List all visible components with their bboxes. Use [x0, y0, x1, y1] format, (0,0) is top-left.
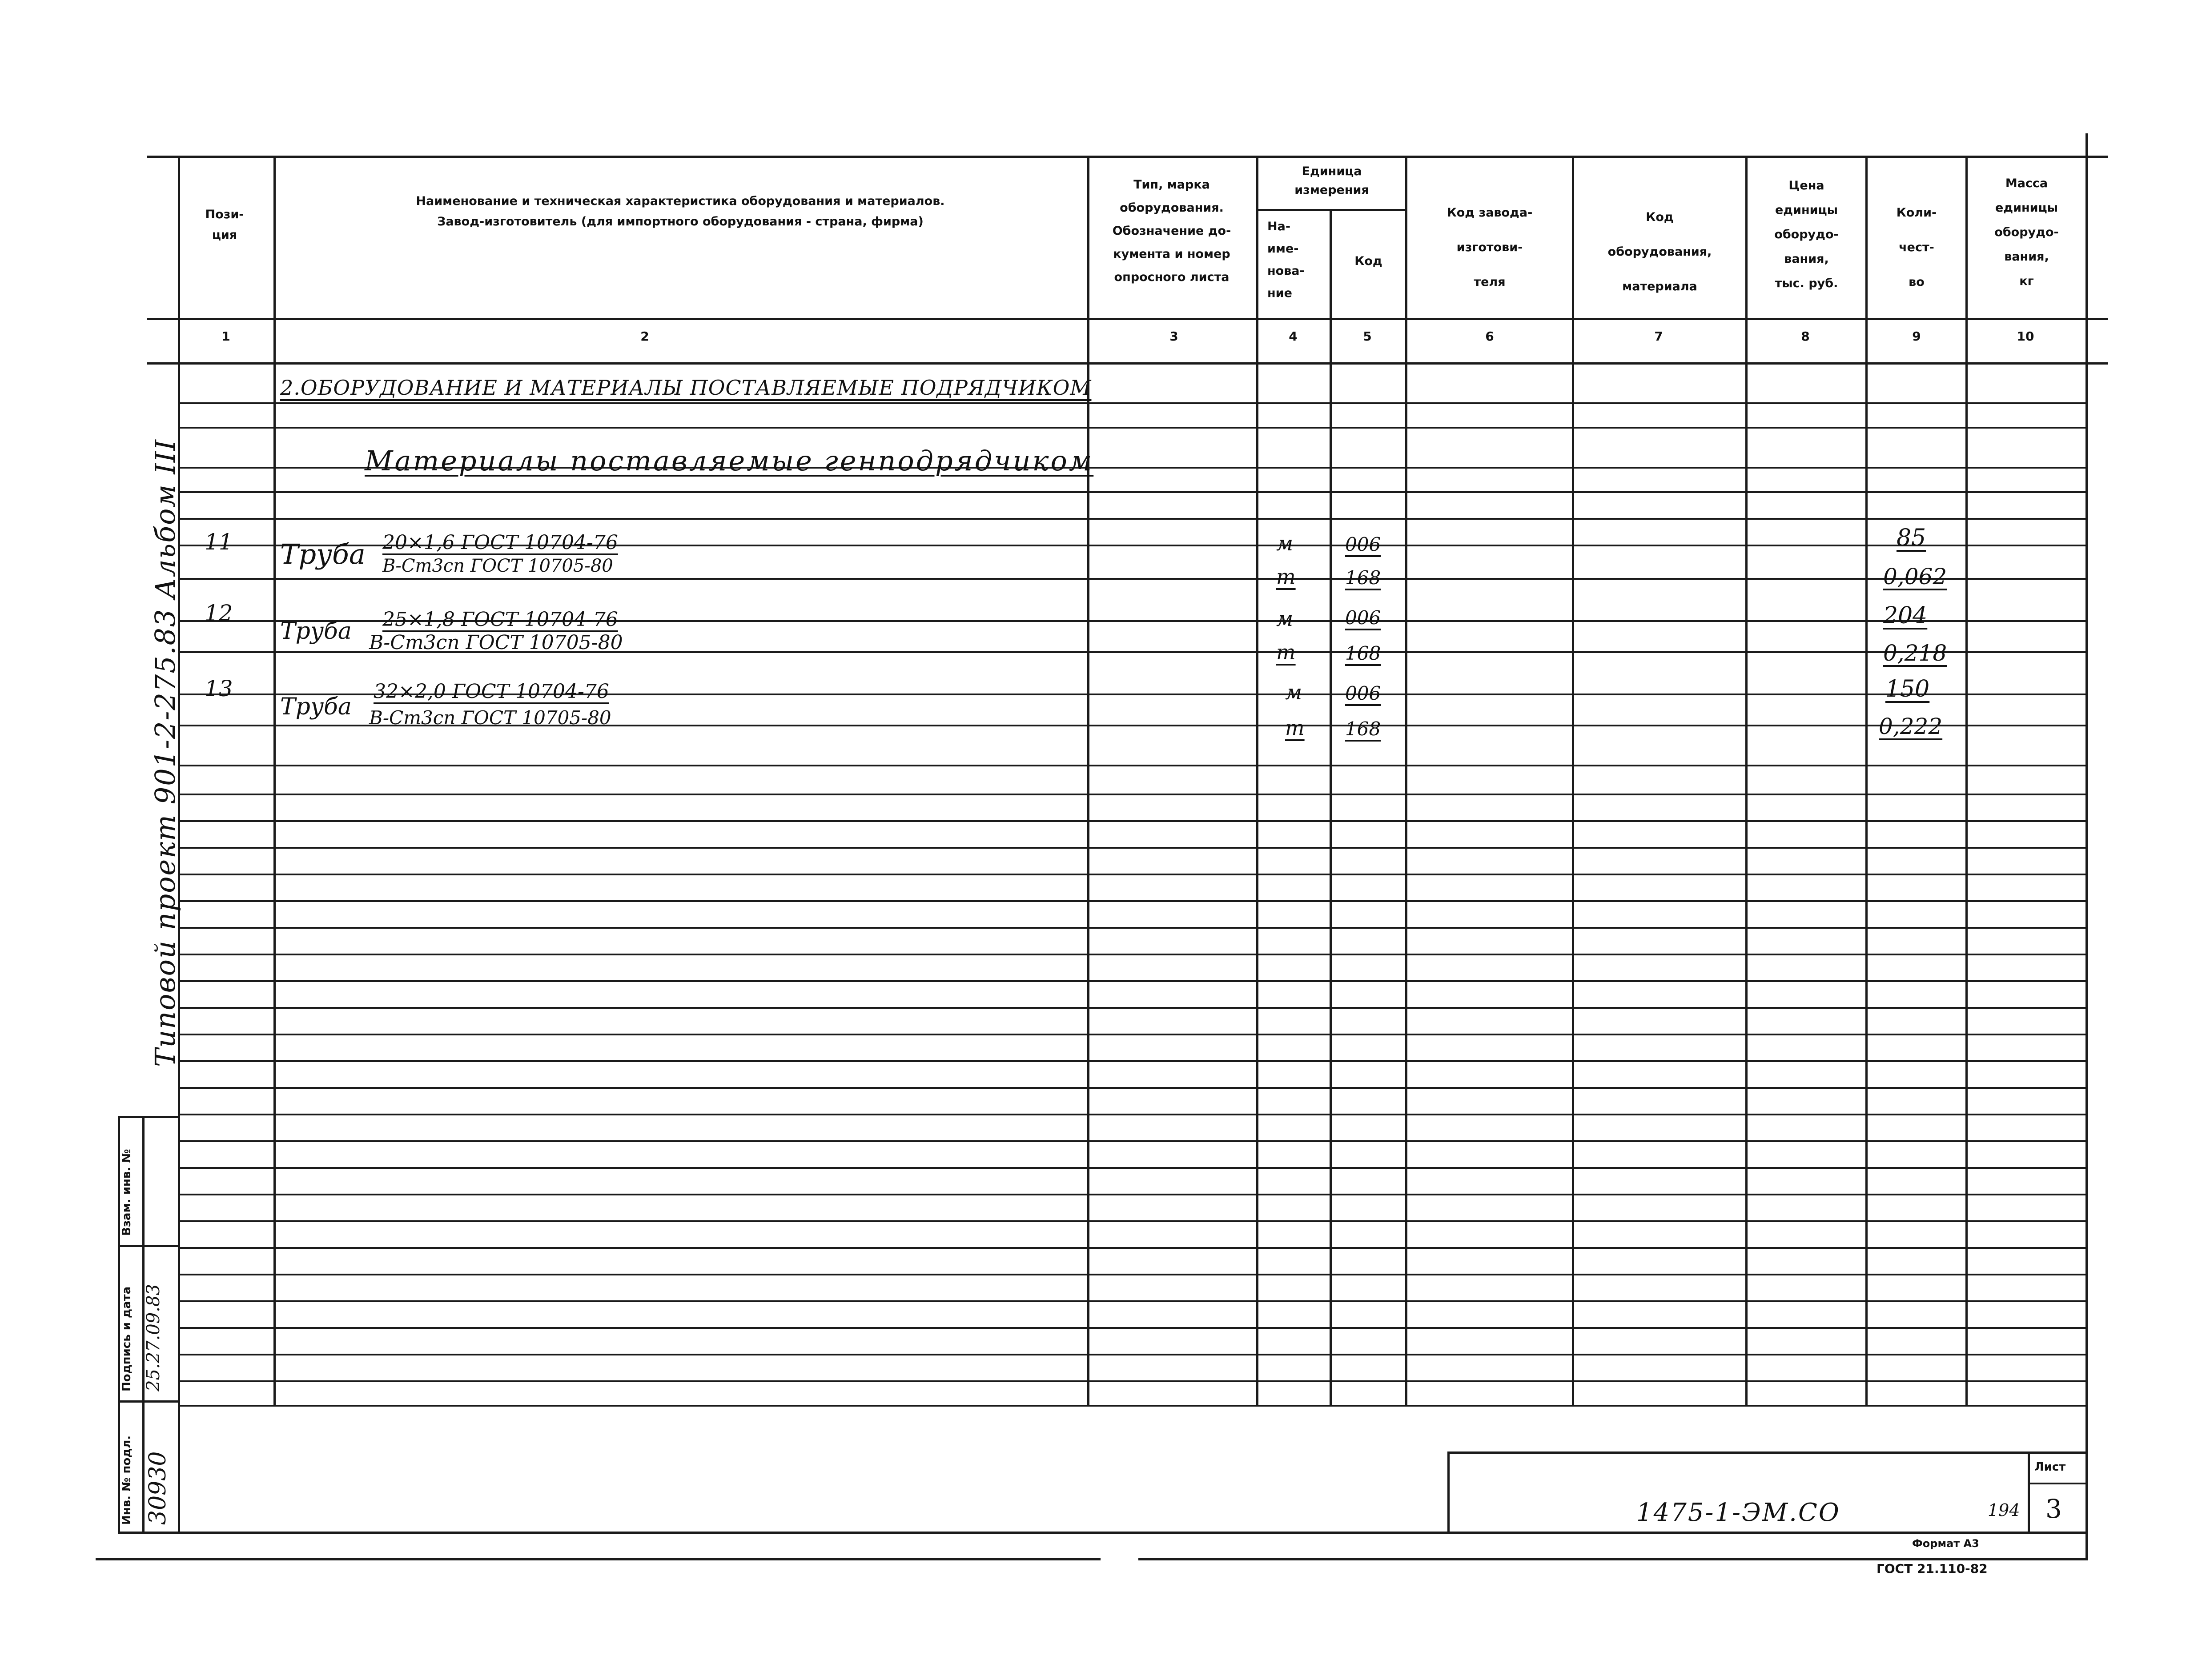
colnum-1: 1 — [221, 329, 230, 344]
header-price-line4: вания, — [1784, 252, 1829, 266]
stamp-inv-value: 30930 — [145, 1451, 171, 1525]
header-unit-group — [1258, 162, 1405, 200]
colnum-3: 3 — [1169, 329, 1178, 344]
header-type-line4: кумента и номер — [1113, 247, 1230, 261]
table-row-line — [178, 1194, 2085, 1195]
table-row-line — [178, 1060, 2085, 1062]
row-13-spec-steel: В-Ст3сп ГОСТ 10705-80 — [369, 707, 611, 729]
header-qty-line2: чест- — [1899, 241, 1934, 254]
table-row-line — [178, 1087, 2085, 1089]
colnum-9: 9 — [1912, 329, 1921, 344]
header-position-line2: ция — [212, 228, 237, 242]
row-12-unit-1: м — [1276, 607, 1294, 631]
header-mass — [1968, 171, 2085, 293]
header-mass-line2: единицы — [1995, 201, 2058, 215]
row-12-name: Труба — [280, 618, 352, 645]
footer-standard: ГОСТ 21.110-82 — [1877, 1561, 1988, 1576]
row-13-spec-size: 32×2,0 ГОСТ 10704-76 — [374, 680, 609, 703]
header-qty-line3: во — [1909, 275, 1925, 289]
header-unit-name-line4: ние — [1267, 286, 1292, 300]
table-row-line — [178, 1405, 2085, 1407]
table-row-line — [178, 794, 2085, 795]
table-row-line — [178, 1274, 2085, 1275]
row-13-unit-2: т — [1285, 716, 1305, 740]
col-border-right — [2085, 133, 2088, 1560]
stamp-line-top — [118, 1116, 180, 1118]
row-11-code-1: 006 — [1345, 533, 1381, 555]
table-row-line — [178, 1220, 2085, 1222]
table-row-line — [178, 847, 2085, 849]
colnum-2: 2 — [640, 329, 649, 344]
table-top-border — [147, 156, 2108, 158]
col-border-2 — [1087, 156, 1089, 1405]
row-11-spec-size: 20×1,6 ГОСТ 10704-76 — [382, 531, 618, 554]
row-11-qty-2: 0,062 — [1883, 564, 1947, 589]
header-type — [1089, 173, 1254, 289]
row-12-position: 12 — [205, 600, 233, 626]
row-12-code-1: 006 — [1345, 607, 1381, 629]
header-price-line3: оборудо- — [1774, 228, 1839, 241]
table-row-line — [178, 1300, 2085, 1302]
title-block-sheet-line — [2028, 1483, 2088, 1484]
row-11-unit-2: т — [1276, 565, 1296, 589]
header-equipment-code — [1574, 200, 1745, 304]
table-row-line — [178, 954, 2085, 955]
stamp-signature-value: 25.27.09.83 — [143, 1284, 164, 1391]
row-11-name: Труба — [280, 538, 366, 570]
header-price-line2: единицы — [1775, 203, 1838, 217]
table-row-line — [178, 402, 2085, 404]
section-title: 2.ОБОРУДОВАНИЕ И МАТЕРИАЛЫ ПОСТАВЛЯЕМЫЕ ПОДРЯДЧИКОМ — [280, 376, 1092, 400]
header-unit-line1: Единица — [1302, 164, 1362, 178]
header-qty-line1: Коли- — [1896, 206, 1937, 220]
row-13-position: 13 — [205, 676, 233, 702]
unit-group-divider — [1256, 209, 1407, 211]
col-border-9 — [1965, 156, 1968, 1405]
table-row-line — [178, 491, 2085, 493]
table-row-line — [178, 1327, 2085, 1329]
header-mass-line3: оборудо- — [1994, 225, 2059, 239]
stamp-signature-label: Подпись и дата — [120, 1286, 133, 1391]
header-unit-name — [1258, 216, 1338, 305]
colnum-bottom-border — [147, 362, 2108, 365]
document-small-note: 194 — [1988, 1500, 2020, 1520]
header-unit-name-line2: име- — [1267, 242, 1299, 256]
header-name — [280, 191, 1081, 232]
table-row-line — [178, 1354, 2085, 1355]
row-11-position: 11 — [205, 529, 233, 555]
sheet-label: Лист — [2034, 1460, 2066, 1474]
header-type-line1: Тип, марка — [1133, 178, 1210, 192]
row-11-spec-steel: В-Ст3сп ГОСТ 10705-80 — [382, 556, 613, 576]
table-row-line — [178, 1007, 2085, 1009]
header-position — [180, 204, 269, 245]
table-row-line — [178, 820, 2085, 822]
title-block-left — [1447, 1451, 1450, 1534]
table-row-line — [178, 1380, 2085, 1382]
header-name-line1: Наименование и техническая характеристика оборудования и материалов. — [416, 194, 945, 208]
table-row-line — [178, 578, 2085, 580]
header-price-line5: тыс. руб. — [1775, 277, 1838, 290]
header-price-line1: Цена — [1788, 179, 1824, 192]
header-name-line2: Завод-изготовитель (для импортного оборудования - страна, фирма) — [437, 215, 924, 229]
frame-bottom-right — [1138, 1558, 2085, 1560]
table-row-line — [178, 1140, 2085, 1142]
table-row-line — [178, 518, 2085, 520]
header-maker-code — [1407, 196, 1572, 300]
row-11-unit-1: м — [1276, 531, 1294, 555]
subsection-title: Материалы поставляемые генподрядчиком — [365, 445, 1094, 477]
header-position-line1: Пози- — [205, 208, 244, 221]
stamp-inv-label: Инв. № подл. — [120, 1435, 133, 1525]
colnum-10: 10 — [2017, 329, 2034, 344]
col-border-8 — [1865, 156, 1868, 1405]
stamp-line-2 — [118, 1245, 180, 1247]
header-equip-line1: Код — [1646, 210, 1674, 224]
table-row-line — [178, 980, 2085, 982]
header-unit-line2: измерения — [1294, 183, 1369, 197]
header-equip-line3: материала — [1622, 280, 1697, 293]
col-border-4 — [1330, 209, 1332, 1405]
row-13-name: Труба — [280, 694, 352, 720]
row-12-qty-1: 204 — [1883, 602, 1928, 629]
frame-inner-bottom — [118, 1532, 2088, 1534]
colnum-7: 7 — [1654, 329, 1663, 344]
colnum-4: 4 — [1289, 329, 1298, 344]
header-maker-line3: теля — [1474, 275, 1506, 289]
stamp-replace-label: Взам. инв. № — [120, 1149, 133, 1236]
frame-bottom-left — [96, 1558, 1101, 1560]
header-bottom-border — [147, 318, 2108, 320]
table-row-line — [178, 900, 2085, 902]
header-type-line3: Обозначение до- — [1112, 224, 1231, 238]
sheet-number: 3 — [2045, 1494, 2062, 1524]
row-11-qty-1: 85 — [1897, 525, 1926, 551]
row-13-qty-1: 150 — [1885, 676, 1930, 702]
header-unit-name-line1: На- — [1267, 220, 1291, 233]
header-unit-name-line3: нова- — [1267, 264, 1305, 278]
table-row-line — [178, 1034, 2085, 1035]
colnum-5: 5 — [1363, 329, 1372, 344]
frame-left — [178, 1405, 180, 1534]
col-border-6 — [1572, 156, 1574, 1405]
margin-project-note: Типовой проект 901-2-275.83 Альбом III — [149, 438, 181, 1067]
col-border-1 — [273, 156, 276, 1405]
colnum-8: 8 — [1801, 329, 1810, 344]
header-quantity — [1868, 196, 1965, 300]
title-block-sheet-divider — [2028, 1451, 2030, 1534]
header-mass-line1: Масса — [2005, 176, 2048, 190]
row-12-spec-steel: В-Ст3сп ГОСТ 10705-80 — [369, 631, 623, 654]
row-12-code-2: 168 — [1345, 642, 1381, 664]
row-12-qty-2: 0,218 — [1883, 640, 1947, 666]
header-type-line2: оборудования. — [1120, 201, 1224, 215]
table-row-line — [178, 765, 2085, 766]
table-row-line — [178, 427, 2085, 429]
table-row-line — [178, 1247, 2085, 1249]
header-equip-line2: оборудования, — [1607, 245, 1712, 259]
header-mass-line4: вания, — [2004, 250, 2049, 264]
footer-format: Формат А3 — [1912, 1537, 1979, 1550]
table-row-line — [178, 1114, 2085, 1115]
header-price — [1748, 173, 1865, 296]
row-13-unit-1: м — [1285, 680, 1302, 704]
row-13-code-2: 168 — [1345, 718, 1381, 740]
header-type-line5: опросного листа — [1114, 270, 1230, 284]
table-row-line — [178, 927, 2085, 929]
document-designation: 1475-1-ЭМ.СО — [1636, 1498, 1840, 1527]
header-unit-code: Код — [1354, 254, 1382, 268]
table-row-line — [178, 874, 2085, 875]
header-maker-line1: Код завода- — [1447, 206, 1533, 220]
row-11-code-2: 168 — [1345, 567, 1381, 589]
row-13-code-1: 006 — [1345, 682, 1381, 704]
col-border-7 — [1745, 156, 1748, 1405]
col-border-5 — [1405, 156, 1407, 1405]
header-mass-line5: кг — [2019, 274, 2034, 288]
header-maker-line2: изготови- — [1456, 241, 1523, 254]
col-border-3 — [1256, 156, 1258, 1405]
title-block-top — [1447, 1451, 2088, 1454]
table-row-line — [178, 1167, 2085, 1169]
row-13-qty-2: 0,222 — [1879, 714, 1943, 739]
stamp-line-3 — [118, 1400, 180, 1403]
row-12-spec-size: 25×1,8 ГОСТ 10704-76 — [382, 608, 618, 631]
colnum-6: 6 — [1485, 329, 1494, 344]
row-12-unit-2: т — [1276, 640, 1296, 664]
